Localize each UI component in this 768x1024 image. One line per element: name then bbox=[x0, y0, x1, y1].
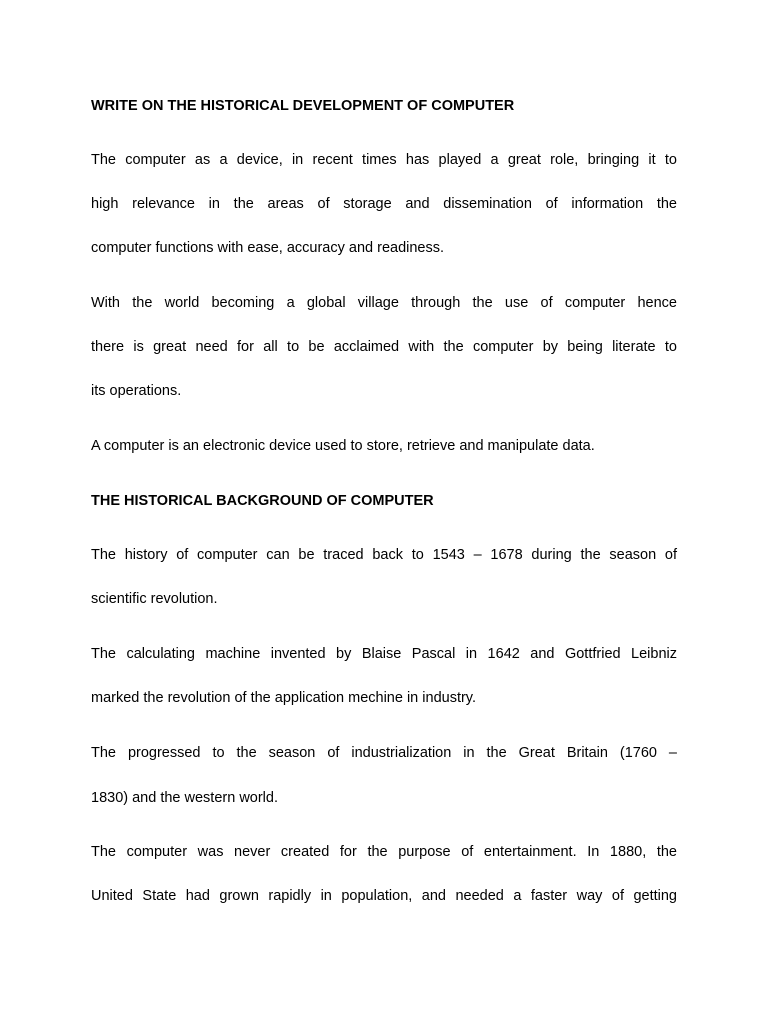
paragraph-line: computer functions with ease, accuracy and readiness. bbox=[91, 240, 445, 256]
paragraph-line: The history of computer can be traced back to 1543 – 1678 during the season of bbox=[91, 547, 677, 563]
paragraph-line: its operations. bbox=[91, 383, 182, 399]
paragraph-line: The computer as a device, in recent times has played a great role, bringing it to bbox=[91, 152, 677, 168]
paragraph-line: scientific revolution. bbox=[91, 591, 218, 607]
paragraph-line: marked the revolution of the application mechine in industry. bbox=[91, 690, 477, 706]
paragraph-line: With the world becoming a global village through the use of computer hence bbox=[91, 295, 677, 311]
paragraph-line: The progressed to the season of industrialization in the Great Britain (1760 – bbox=[91, 745, 677, 761]
section-heading: THE HISTORICAL BACKGROUND OF COMPUTER bbox=[91, 493, 434, 509]
paragraph-line: 1830) and the western world. bbox=[91, 790, 278, 806]
paragraph-line: high relevance in the areas of storage and dissemination of information the bbox=[91, 196, 677, 212]
document-heading: WRITE ON THE HISTORICAL DEVELOPMENT OF COMPUTER bbox=[91, 98, 515, 114]
paragraph-line: A computer is an electronic device used to store, retrieve and manipulate data. bbox=[91, 438, 595, 454]
paragraph-line: United State had grown rapidly in population, and needed a faster way of getting bbox=[91, 888, 677, 904]
paragraph-line: there is great need for all to be acclaimed with the computer by being literate to bbox=[91, 339, 677, 355]
paragraph-line: The computer was never created for the purpose of entertainment. In 1880, the bbox=[91, 844, 677, 860]
paragraph-line: The calculating machine invented by Blaise Pascal in 1642 and Gottfried Leibniz bbox=[91, 646, 677, 662]
